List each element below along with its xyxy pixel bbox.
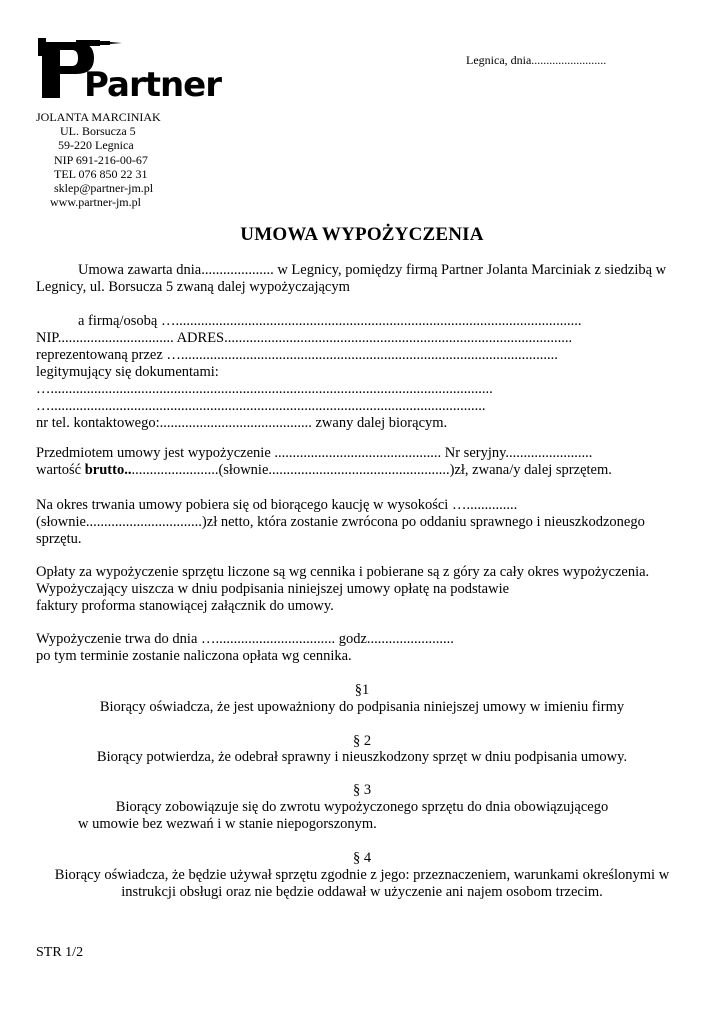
- place-date: Legnica, dnia.........................: [466, 53, 607, 67]
- fees-line-1: Opłaty za wypożyczenie sprzętu liczone są wg cennika i pobierane są z góry za cały okres wypożyczenia.: [36, 564, 650, 580]
- deposit-line-2: (słownie................................)zł netto, która zostanie zwrócona po oddaniu sprawnego i nieuszkodzonego: [36, 514, 645, 530]
- company-nip: NIP 691-216-00-67: [54, 152, 148, 167]
- company-street: UL. Borsucza 5: [60, 124, 136, 139]
- section-4-text-2: instrukcji obsługi oraz nie będzie oddawał w użyczenie ani najem osobom trzecim.: [121, 884, 603, 900]
- intro-line-1: Umowa zawarta dnia.................... w Legnicy, pomiędzy firmą Partner Jolanta Marciniak z siedzibą w: [78, 262, 667, 278]
- subject-line-2: [36, 462, 612, 479]
- party-line-6: …........................................................................................................................: [36, 398, 486, 414]
- partner-logo: [36, 36, 222, 105]
- company-name: JOLANTA MARCINIAK: [36, 110, 161, 124]
- duration-line-2: po tym terminie zostanie naliczona opłata wg cennika.: [36, 648, 352, 664]
- party-line-7: nr tel. kontaktowego:.......................................... zwany dalej biorącym.: [36, 415, 448, 431]
- deposit-line-3: sprzętu.: [36, 531, 82, 547]
- duration-line-1: Wypożyczenie trwa do dnia …................................. godz........................: [36, 631, 454, 647]
- subject-line-1: Przedmiotem umowy jest wypożyczenie .............................................. Nr seryjny........................: [36, 445, 593, 461]
- section-3-mark: § 3: [352, 782, 372, 798]
- deposit-line-1: Na okres trwania umowy pobiera się od biorącego kaucję w wysokości …..............: [36, 497, 518, 513]
- section-4-mark: § 4: [352, 850, 372, 866]
- company-www: www.partner-jm.pl: [50, 195, 141, 210]
- section-1-mark: §1: [354, 682, 370, 698]
- party-line-3: reprezentowaną przez …........................................................................................................: [36, 347, 558, 363]
- drill-logo-icon: [36, 36, 222, 105]
- page-number: STR 1/2: [36, 945, 84, 960]
- party-line-2: NIP................................ ADRES................................................................................................: [36, 330, 573, 346]
- company-info: [36, 110, 161, 209]
- subject-value-rest: ........................(słownie..................................................)zł, zwana/y dalej sprzętem.: [131, 462, 612, 478]
- document-title: UMOWA WYPOŻYCZENIA: [240, 224, 484, 245]
- section-2-mark: § 2: [352, 733, 372, 749]
- subject-value-label: wartość: [36, 462, 85, 478]
- section-3-text-2: w umowie bez wezwań i w stanie niepogorszonym.: [78, 816, 377, 832]
- intro-line-2: Legnicy, ul. Borsucza 5 zwaną dalej wypożyczającym: [36, 279, 350, 295]
- fees-line-3: faktury proforma stanowiącej załącznik do umowy.: [36, 598, 334, 614]
- section-4-text-1: Biorący oświadcza, że będzie używał sprzętu zgodnie z jego: przeznaczeniem, warunkami określonymi w: [54, 867, 670, 883]
- company-email: sklep@partner-jm.pl: [54, 181, 154, 196]
- party-line-1: a firmą/osobą …................................................................................................................: [78, 313, 582, 329]
- subject-brutto: brutto..: [84, 462, 132, 478]
- party-line-5: …..........................................................................................................................: [36, 381, 493, 397]
- section-2-text: Biorący potwierdza, że odebrał sprawny i nieuszkodzony sprzęt w dniu podpisania umowy.: [96, 749, 628, 765]
- fees-line-2: Wypożyczający uiszcza w dniu podpisania niniejszej umowy opłatę na podstawie: [36, 581, 510, 597]
- svg-text:Partner: Partner: [84, 65, 222, 105]
- section-3-text-1: Biorący zobowiązuje się do zwrotu wypożyczonego sprzętu do dnia obowiązującego: [115, 799, 609, 815]
- party-line-4: legitymujący się dokumentami:: [36, 364, 219, 380]
- company-tel: TEL 076 850 22 31: [54, 166, 148, 181]
- section-1-text: Biorący oświadcza, że jest upoważniony do podpisania niniejszej umowy w imieniu firmy: [99, 699, 625, 715]
- company-city: 59-220 Legnica: [58, 138, 134, 153]
